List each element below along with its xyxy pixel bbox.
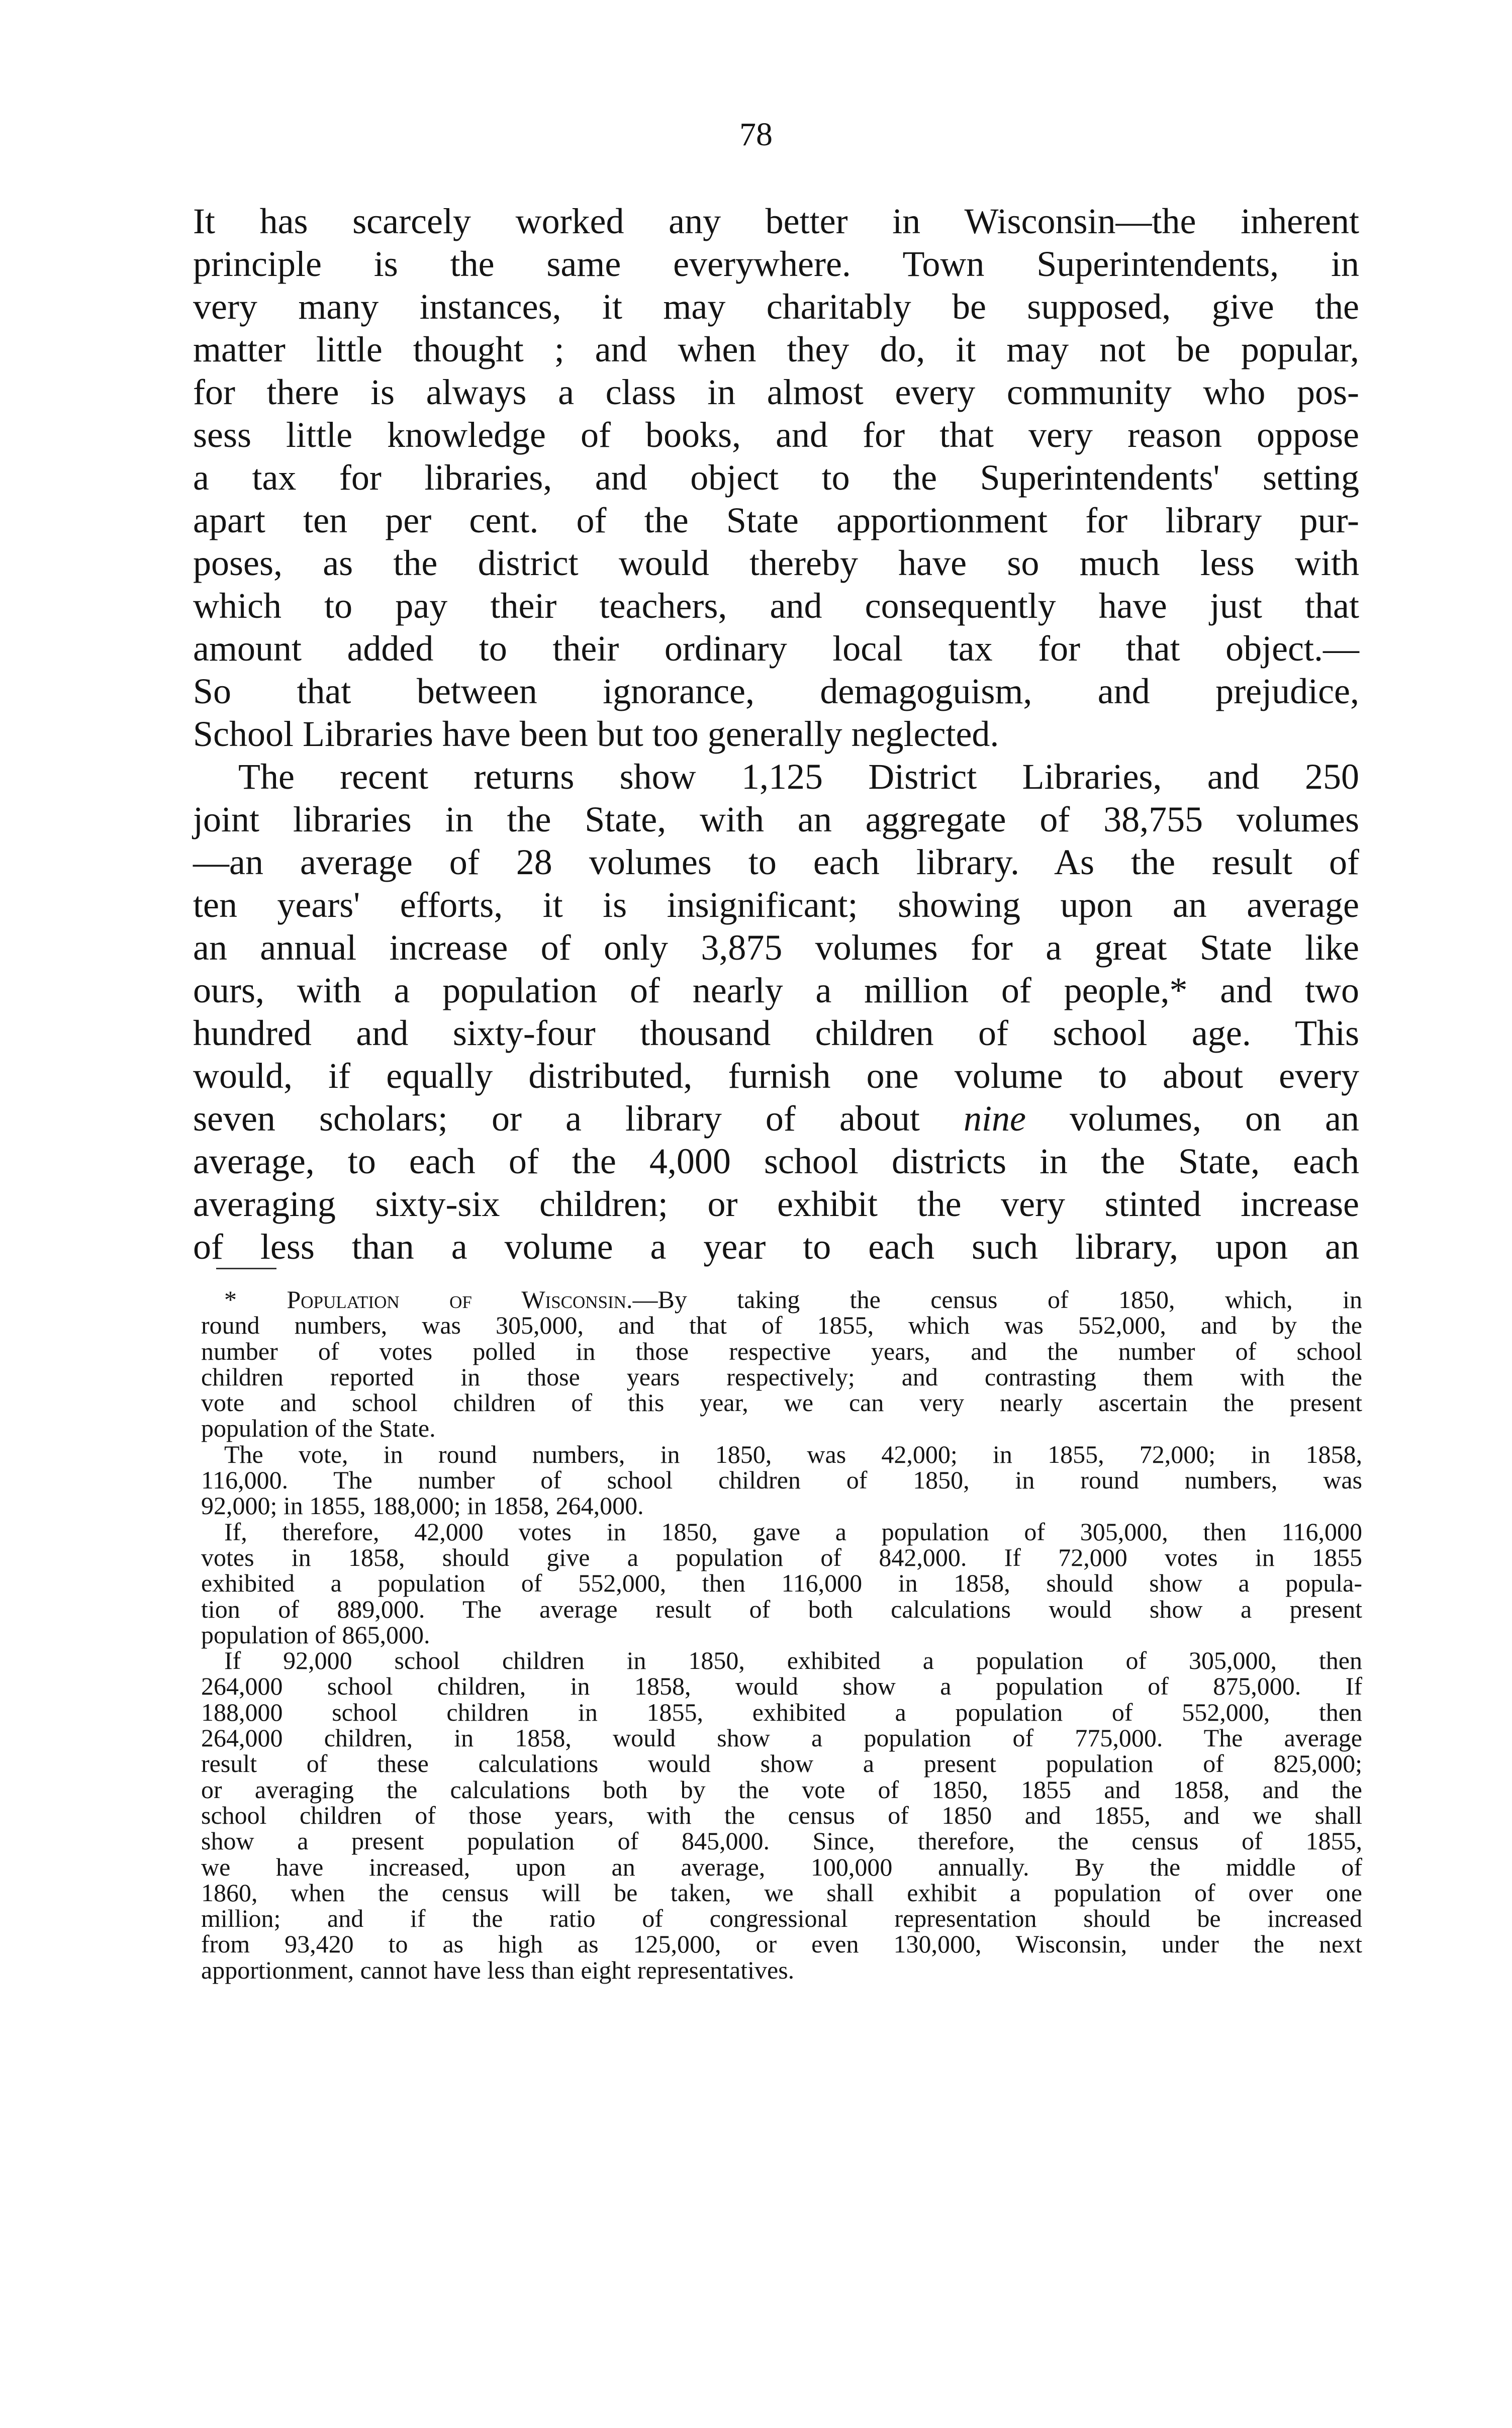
body-line: hundred and sixty-four thousand children of school age. This [193,1013,1359,1053]
footnote-line: If, therefore, 42,000 votes in 1850, gave a population of 305,000, then 116,000 [224,1517,1362,1546]
body-line: which to pay their teachers, and consequently have just that [193,586,1359,626]
body-line: So that between ignorance, demagoguism, and prejudice, [193,671,1359,711]
body-line: ten years' efforts, it is insignificant; showing upon an average [193,885,1359,925]
footnote-line: If 92,000 school children in 1850, exhibited a population of 305,000, then [224,1646,1362,1675]
footnote-line: 264,000 school children, in 1858, would show a population of 875,000. If [201,1672,1362,1701]
body-line: of less than a volume a year to each such library, upon an [193,1227,1359,1267]
body-line-start: seven scholars; or a library of about [193,1098,920,1139]
body-line: poses, as the district would thereby have so much less with [193,543,1359,583]
footnote-line: population of the State. [201,1414,436,1443]
body-line: ours, with a population of nearly a million of people,* and two [193,970,1359,1010]
footnote-line: million; and if the ratio of congressional representation should be increased [201,1904,1362,1933]
footnote-line: votes in 1858, should give a population of 842,000. If 72,000 votes in 1855 [201,1543,1362,1571]
footnote-line: vote and school children of this year, we can very nearly ascertain the present [201,1388,1362,1417]
footnote-line: 264,000 children, in 1858, would show a population of 775,000. The average [201,1724,1362,1752]
body-line: for there is always a class in almost every community who pos- [193,372,1359,412]
footnote-line [201,1287,1362,1313]
footnote [201,1287,1362,1983]
body-line: —an average of 28 volumes to each library. As the result of [193,842,1359,882]
body-line: sess little knowledge of books, and for that very reason oppose [193,415,1359,455]
footnote-line: children reported in those years respectively; and contrasting them with the [201,1362,1362,1391]
body-text [193,200,1359,1268]
footnote-line: or averaging the calculations both by the vote of 1850, 1855 and 1858, and the [201,1775,1362,1804]
body-line: matter little thought ; and when they do, it may not be popular, [193,329,1359,369]
footnote-line: we have increased, upon an average, 100,000 annually. By the middle of [201,1852,1362,1881]
body-line: The recent returns show 1,125 District Libraries, and 250 [238,757,1359,797]
footnote-line: number of votes polled in those respective years, and the number of school [201,1337,1362,1365]
body-line [193,1097,1359,1140]
body-line: School Libraries have been but too generally neglected. [193,714,999,754]
footnote-line-text: —By taking the census of 1850, which, in [632,1285,1362,1314]
page-number: 78 [739,116,773,153]
footnote-line: The vote, in round numbers, in 1850, was 42,000; in 1855, 72,000; in 1858, [224,1440,1362,1468]
footnote-line: school children of those years, with the census of 1850 and 1855, and we shall [201,1801,1362,1829]
body-line: joint libraries in the State, with an aggregate of 38,755 volumes [193,799,1359,839]
body-line: a tax for libraries, and object to the Superintendents' setting [193,457,1359,498]
footnote-line: 1860, when the census will be taken, we shall exhibit a population of over one [201,1878,1362,1907]
body-line-end: volumes, on an [1069,1098,1359,1139]
body-line: would, if equally distributed, furnish one volume to about every [193,1056,1359,1096]
body-line: amount added to their ordinary local tax for that object.— [193,628,1359,669]
footnote-line: round numbers, was 305,000, and that of 1855, which was 552,000, and by the [201,1311,1362,1340]
footnote-line: exhibited a population of 552,000, then 116,000 in 1858, should show a popula- [201,1569,1362,1598]
footnote-line: population of 865,000. [201,1620,430,1649]
body-line: an annual increase of only 3,875 volumes for a great State like [193,927,1359,968]
footnote-line: 188,000 school children in 1855, exhibited a population of 552,000, then [201,1698,1362,1726]
footnote-line: 116,000. The number of school children of 1850, in round numbers, was [201,1466,1362,1495]
body-line: It has scarcely worked any better in Wisconsin—the inherent [193,201,1359,241]
footnote-line: 92,000; in 1855, 188,000; in 1858, 264,000. [201,1491,644,1520]
body-line: very many instances, it may charitably be supposed, give the [193,287,1359,327]
body-line: apart ten per cent. of the State apportionment for library pur- [193,500,1359,540]
footnote-heading: Population of Wisconsin. [287,1285,633,1314]
footnote-line: from 93,420 to as high as 125,000, or even 130,000, Wisconsin, under the next [201,1930,1362,1958]
body-line: principle is the same everywhere. Town Superintendents, in [193,244,1359,284]
footnote-line: show a present population of 845,000. Since, therefore, the census of 1855, [201,1827,1362,1855]
footnote-line: tion of 889,000. The average result of both calculations would show a present [201,1595,1362,1623]
footnote-divider [216,1268,276,1269]
footnote-line: result of these calculations would show a present population of 825,000; [201,1749,1362,1778]
footnote-line: apportionment, cannot have less than eight representatives. [201,1955,795,1984]
footnote-marker: * [224,1285,287,1314]
body-line: averaging sixty-six children; or exhibit the very stinted increase [193,1184,1359,1224]
body-line: average, to each of the 4,000 school districts in the State, each [193,1141,1359,1181]
italic-word: nine [963,1098,1026,1139]
